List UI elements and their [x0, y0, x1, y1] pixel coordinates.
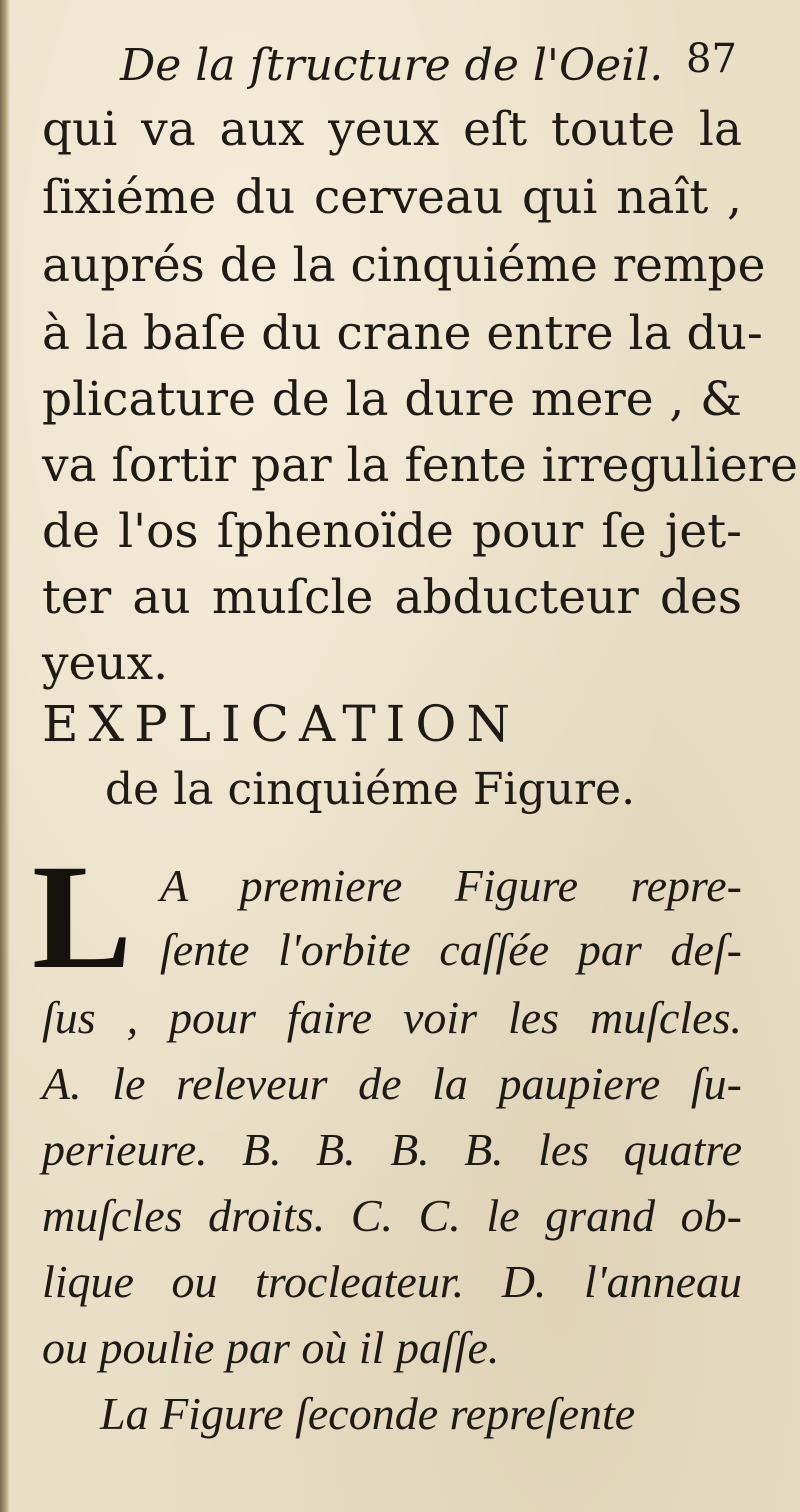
page-number: 87: [686, 36, 737, 82]
explanation-line: perieure. B. B. B. B. les quatre: [42, 1124, 742, 1175]
explanation-line: ou poulie par où il paſſe.: [42, 1322, 500, 1373]
drop-cap: L: [32, 834, 133, 1000]
running-title: De la ſtructure de l'Oeil.: [120, 40, 664, 91]
explanation-line: ſus , pour faire voir les muſcles.: [42, 992, 742, 1043]
explanation-line: La Figure ſeconde repreſente: [100, 1388, 636, 1439]
explanation-line: muſcles droits. C. C. le grand ob-: [42, 1190, 742, 1241]
body-line: de l'os ſphenoïde pour ſe jet-: [42, 504, 742, 559]
explanation-line: lique ou trocleateur. D. l'anneau: [42, 1256, 742, 1307]
body-line: ter au muſcle abducteur des: [42, 570, 742, 625]
body-line: qui va aux yeux eſt toute la: [42, 102, 742, 157]
body-line: yeux.: [42, 636, 169, 691]
section-subheading: de la cinquiéme Figure.: [105, 764, 636, 815]
explanation-line: ſente l'orbite caſſée par deſ-: [160, 924, 742, 975]
body-line: ſixiéme du cerveau qui naît ,: [42, 170, 742, 225]
body-line: va ſortir par la fente irreguliere: [42, 438, 798, 493]
explanation-line: A premiere Figure repre-: [160, 860, 742, 911]
explanation-line: A. le releveur de la paupiere ſu-: [42, 1058, 742, 1109]
body-line: à la baſe du crane entre la du-: [42, 306, 763, 361]
body-line: auprés de la cinquiéme rempe: [42, 238, 766, 293]
section-heading: EXPLICATION: [42, 695, 521, 753]
body-line: plicature de la dure mere , &: [42, 372, 742, 427]
page-gutter: [0, 0, 10, 1512]
